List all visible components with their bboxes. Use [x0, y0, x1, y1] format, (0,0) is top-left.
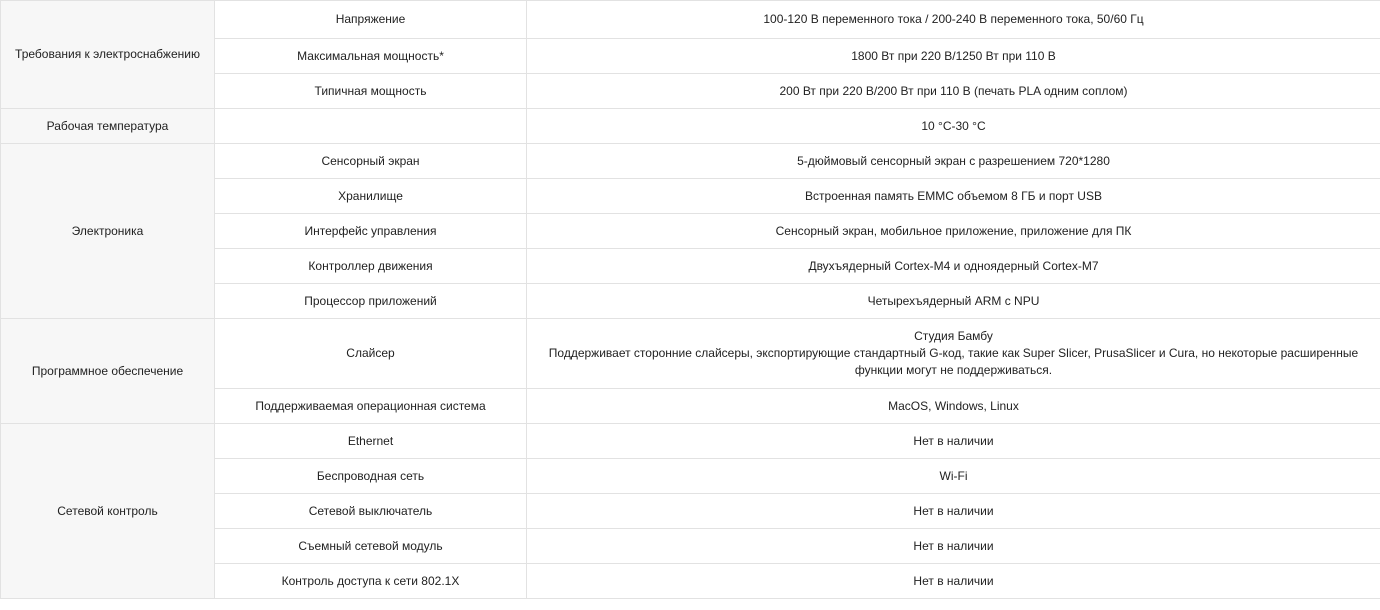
- row-label: Контроль доступа к сети 802.1X: [215, 564, 527, 599]
- row-value: Wi-Fi: [527, 459, 1380, 494]
- row-value: [527, 319, 1380, 389]
- row-label: Беспроводная сеть: [215, 459, 527, 494]
- row-value: Нет в наличии: [527, 564, 1380, 599]
- row-label: Поддерживаемая операционная система: [215, 389, 527, 424]
- row-label: Типичная мощность: [215, 74, 527, 109]
- row-label: Максимальная мощность*: [215, 39, 527, 74]
- row-value: 200 Вт при 220 В/200 Вт при 110 В (печать PLA одним соплом): [527, 74, 1380, 109]
- row-label: Хранилище: [215, 179, 527, 214]
- row-label: Съемный сетевой модуль: [215, 529, 527, 564]
- row-value: Сенсорный экран, мобильное приложение, приложение для ПК: [527, 214, 1380, 249]
- row-label: Контроллер движения: [215, 249, 527, 284]
- table-row: [1, 319, 1380, 389]
- row-label: Сенсорный экран: [215, 144, 527, 179]
- row-label: Слайсер: [215, 319, 527, 389]
- table-row: [1, 1, 1380, 39]
- row-value: Нет в наличии: [527, 424, 1380, 459]
- table-row: [1, 144, 1380, 179]
- slicer-name: Студия Бамбу: [914, 329, 993, 343]
- slicer-note: Поддерживает сторонние слайсеры, экспортирующие стандартный G-код, такие как Super Slicer, PrusaSlicer и Cura, но некоторые расширенные функции могут не поддерживаться.: [548, 346, 1359, 377]
- row-value: Четырехъядерный ARM с NPU: [527, 284, 1380, 319]
- row-value: 100-120 В переменного тока / 200-240 В переменного тока, 50/60 Гц: [527, 1, 1380, 39]
- row-label: [215, 109, 527, 144]
- row-label: Напряжение: [215, 1, 527, 39]
- row-value: Встроенная память EMMC объемом 8 ГБ и порт USB: [527, 179, 1380, 214]
- row-value: 5-дюймовый сенсорный экран с разрешением 720*1280: [527, 144, 1380, 179]
- row-value: Нет в наличии: [527, 494, 1380, 529]
- row-value: 10 °C-30 °C: [527, 109, 1380, 144]
- row-value: Двухъядерный Cortex-M4 и одноядерный Cortex-M7: [527, 249, 1380, 284]
- row-value: Нет в наличии: [527, 529, 1380, 564]
- row-value: 1800 Вт при 220 В/1250 Вт при 110 В: [527, 39, 1380, 74]
- group-electronics: Электроника: [1, 144, 215, 319]
- group-network: Сетевой контроль: [1, 424, 215, 599]
- table-row: [1, 424, 1380, 459]
- group-power: Требования к электроснабжению: [1, 1, 215, 109]
- row-label: Процессор приложений: [215, 284, 527, 319]
- table-row: [1, 109, 1380, 144]
- group-software: Программное обеспечение: [1, 319, 215, 424]
- group-operating-temperature: Рабочая температура: [1, 109, 215, 144]
- row-label: Ethernet: [215, 424, 527, 459]
- row-label: Интерфейс управления: [215, 214, 527, 249]
- row-label: Сетевой выключатель: [215, 494, 527, 529]
- row-value: MacOS, Windows, Linux: [527, 389, 1380, 424]
